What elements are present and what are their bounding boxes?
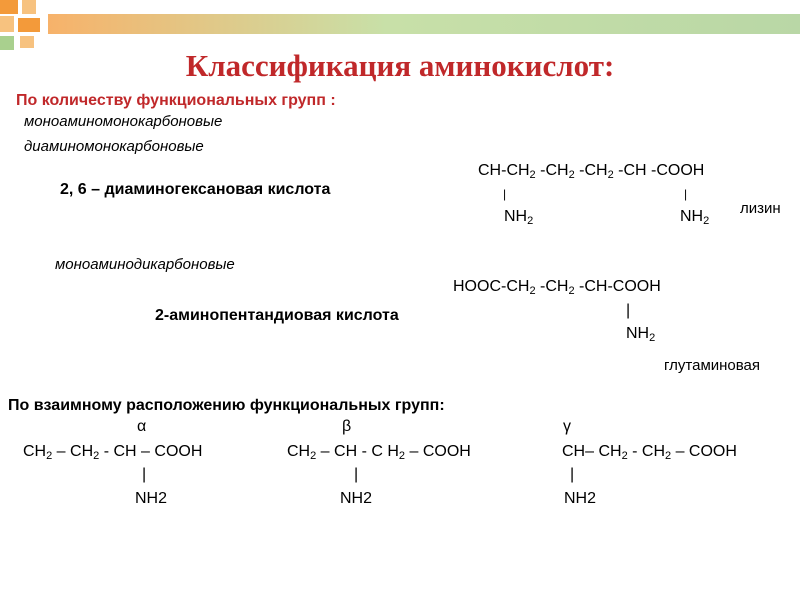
gamma-label: γ	[563, 418, 571, 435]
alpha-amino: NH2	[135, 490, 168, 507]
decor-square	[0, 16, 14, 32]
bond-line: |	[626, 302, 631, 319]
section1-heading: По количеству функциональных групп :	[16, 92, 336, 109]
type-monoamino-dicarboxylic: моноаминодикарбоновые	[55, 256, 235, 273]
bond-line: |	[684, 187, 688, 201]
amino-group: $NH_2$	[504, 208, 534, 227]
amino-group: $NH_2$	[626, 325, 656, 344]
decor-square	[18, 18, 40, 32]
glutamic-systematic-name: 2-аминопентандиовая кислота	[155, 307, 399, 324]
title-bar-decoration	[48, 14, 800, 34]
gamma-formula: CH– $CH_2 - CH_2$ – COOH	[562, 443, 737, 462]
lysine-trivial-name: лизин	[740, 200, 781, 217]
beta-label: β	[342, 418, 352, 435]
glutamic-formula: HOOC-$CH_2$ $-CH_2$ -CH-COOH	[453, 278, 661, 297]
lysine-systematic-name: 2, 6 – диаминогексановая кислота	[60, 181, 331, 198]
lysine-formula: $CH-CH_2$ $-CH_2$ $-CH_2$ -CH -COOH	[478, 162, 705, 181]
beta-amino: NH2	[340, 490, 373, 507]
amino-group: $NH_2$	[680, 208, 710, 227]
bond-line: |	[354, 466, 359, 483]
beta-formula: $CH_2$ – CH - C $H_2$ – COOH	[287, 443, 471, 462]
bond-line: |	[503, 187, 507, 201]
gamma-amino: NH2	[564, 490, 597, 507]
type-diamino-monocarboxylic: диаминомонокарбоновые	[24, 138, 204, 155]
section2-heading: По взаимному расположению функциональных групп:	[8, 397, 445, 414]
decor-square	[20, 36, 34, 48]
decor-square	[0, 0, 18, 14]
glutamic-trivial-name: глутаминовая	[664, 357, 761, 374]
bond-line: |	[142, 466, 147, 483]
alpha-label: α	[137, 418, 147, 435]
bond-line: |	[570, 466, 575, 483]
page-title: Классификация аминокислот:	[185, 48, 615, 83]
alpha-formula: $CH_2 - CH_2$ - CH – COOH	[23, 443, 203, 462]
decor-square	[22, 0, 36, 14]
type-monoamino-monocarboxylic: моноаминомонокарбоновые	[24, 113, 223, 130]
